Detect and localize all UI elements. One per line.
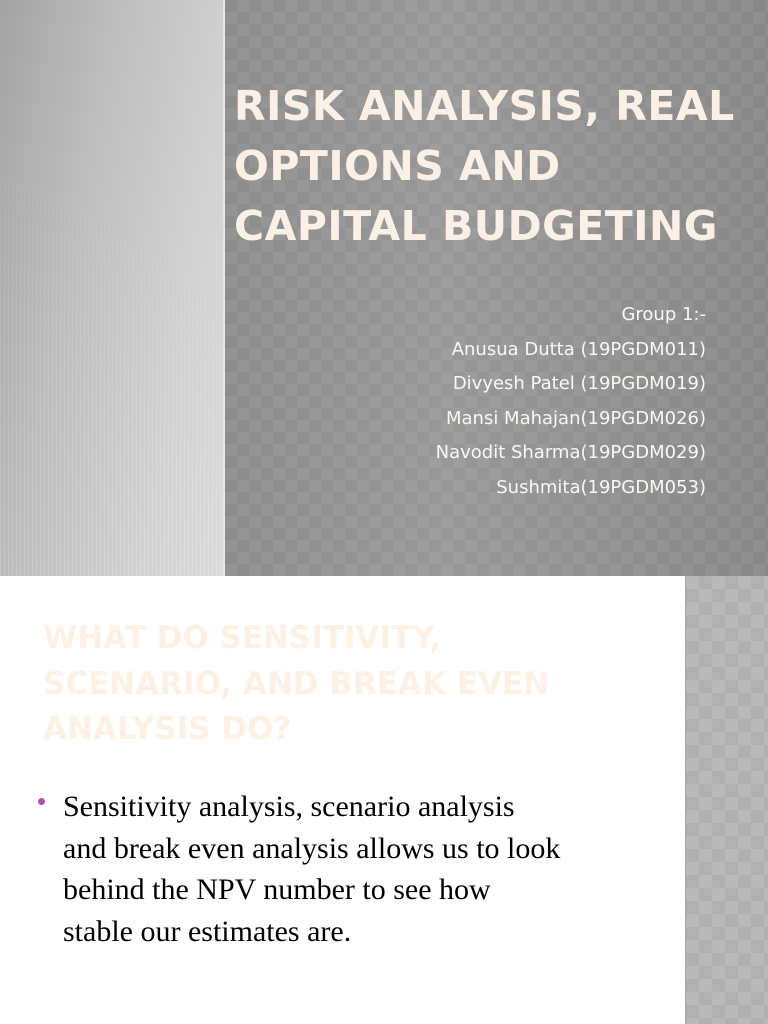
- decorative-gradient-panel: [0, 0, 223, 576]
- heading-line: WHAT DO SENSITIVITY,: [43, 620, 442, 656]
- text-line: stable our estimates are.: [63, 914, 352, 948]
- member-name: Sushmita(19PGDM053): [496, 476, 706, 498]
- bullet-dot-icon: [38, 798, 45, 805]
- text-line: Sensitivity analysis, scenario analysis: [63, 790, 515, 823]
- member-name: Navodit Sharma(19PGDM029): [435, 442, 706, 463]
- bullet-text: [63, 786, 654, 952]
- text-line: behind the NPV number to see how: [63, 873, 491, 906]
- author-list: [436, 298, 706, 505]
- member-name: Divyesh Patel (19PGDM019): [452, 373, 706, 394]
- bullet-list: [34, 786, 654, 952]
- heading-line: ANALYSIS DO?: [43, 711, 292, 747]
- title-line: RISK ANALYSIS, REAL: [234, 82, 735, 130]
- patterned-side-band: [685, 576, 768, 1024]
- slide-heading: [43, 616, 663, 753]
- content-slide: [0, 576, 768, 1024]
- text-line: and break even analysis allows us to look: [63, 831, 561, 865]
- member-name: Anusua Dutta (19PGDM011): [451, 338, 706, 360]
- member-name: Mansi Mahajan(19PGDM026): [445, 407, 706, 429]
- heading-line: SCENARIO, AND BREAK EVEN: [43, 665, 550, 702]
- presentation-title: [234, 76, 754, 256]
- bullet-item: [34, 786, 654, 952]
- title-line: OPTIONS AND: [234, 142, 561, 190]
- title-line: CAPITAL BUDGETING: [234, 202, 718, 250]
- group-label: Group 1:-: [621, 304, 706, 325]
